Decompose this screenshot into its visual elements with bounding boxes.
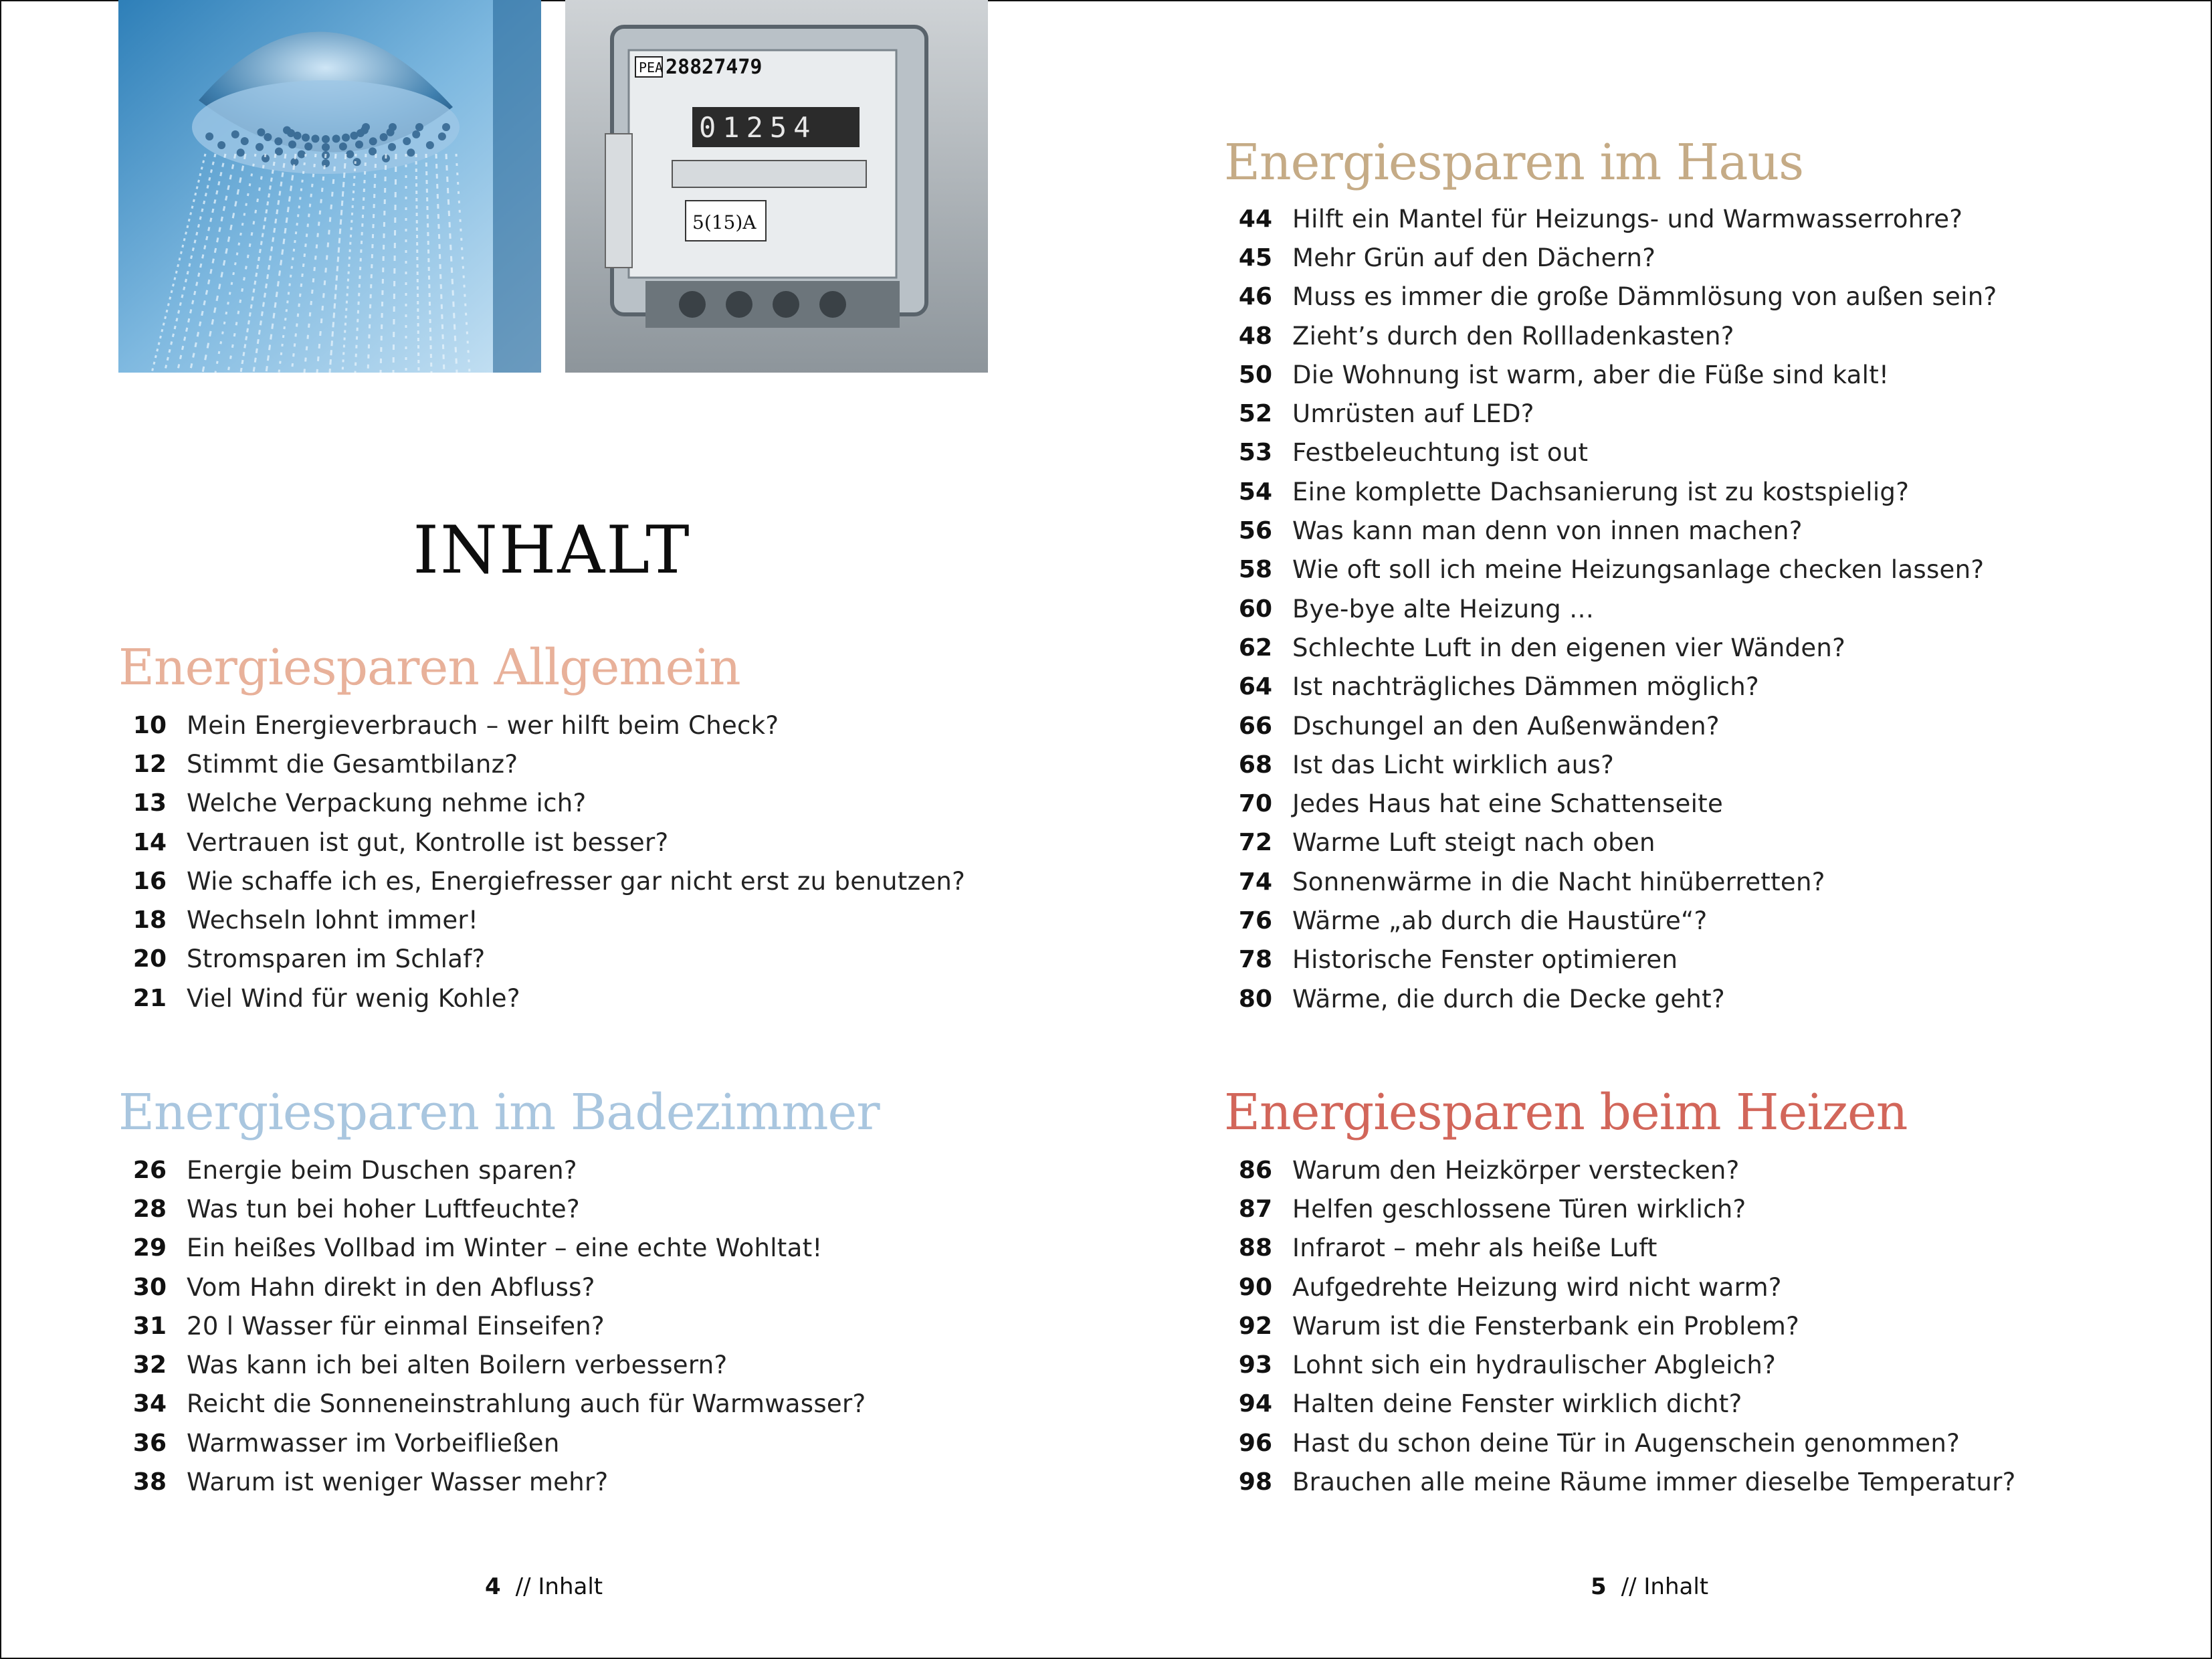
toc-page-number: 70 bbox=[1238, 790, 1272, 818]
toc-page-number: 38 bbox=[132, 1468, 167, 1496]
toc-entry-title: Was kann ich bei alten Boilern verbessern? bbox=[187, 1351, 728, 1380]
toc-entry-title: Viel Wind für wenig Kohle? bbox=[187, 983, 520, 1013]
toc-page-number: 72 bbox=[1238, 829, 1272, 857]
meter-rating: 5(15)A bbox=[692, 211, 757, 233]
toc-page-number: 64 bbox=[1238, 673, 1272, 701]
toc-page-number: 54 bbox=[1238, 478, 1272, 506]
toc-entry[interactable] bbox=[1224, 668, 1997, 706]
toc-page-number: 16 bbox=[132, 867, 167, 895]
toc-entry[interactable] bbox=[1224, 1229, 2016, 1268]
toc-entry[interactable] bbox=[1224, 238, 1997, 277]
toc-entry[interactable] bbox=[1224, 979, 1997, 1018]
toc-entry-title: Warum den Heizkörper verstecken? bbox=[1292, 1155, 1740, 1185]
toc-entry-title: Schlechte Luft in den eigenen vier Wänden? bbox=[1292, 633, 1846, 662]
toc-page-number: 96 bbox=[1238, 1429, 1272, 1457]
toc-page-number: 53 bbox=[1238, 439, 1272, 467]
toc-page-number: 31 bbox=[132, 1312, 167, 1340]
toc-page-number: 28 bbox=[132, 1195, 167, 1223]
meter-serial: 28827479 bbox=[666, 56, 763, 79]
toc-page-number: 92 bbox=[1238, 1312, 1272, 1340]
toc-entry[interactable] bbox=[118, 1345, 880, 1384]
toc-entry-title: Energie beim Duschen sparen? bbox=[187, 1155, 577, 1185]
toc-page-number: 94 bbox=[1238, 1390, 1272, 1418]
toc-entry-title: Zieht’s durch den Rollladenkasten? bbox=[1292, 321, 1734, 351]
toc-entry-title: Wie schaffe ich es, Energiefresser gar nicht erst zu benutzen? bbox=[187, 866, 966, 896]
toc-page-number: 98 bbox=[1238, 1468, 1272, 1496]
toc-page-number: 50 bbox=[1238, 361, 1272, 389]
toc-page-number: 34 bbox=[132, 1390, 167, 1418]
toc-entry[interactable] bbox=[1224, 551, 1997, 589]
electricity-meter-photo bbox=[565, 0, 988, 373]
toc-entry[interactable] bbox=[118, 706, 965, 745]
toc-page-number: 20 bbox=[132, 945, 167, 973]
toc-page-number: 10 bbox=[132, 711, 167, 739]
toc-page-number: 52 bbox=[1238, 400, 1272, 428]
toc-entry-title: Wie oft soll ich meine Heizungsanlage checken lassen? bbox=[1292, 555, 1985, 585]
toc-page-number: 26 bbox=[132, 1156, 167, 1184]
toc-page-number: 32 bbox=[132, 1351, 167, 1379]
toc-entry-title: Hilft ein Mantel für Heizungs- und Warmwasserrohre? bbox=[1292, 204, 1963, 233]
toc-entry[interactable] bbox=[1224, 784, 1997, 823]
section-title-haus: Energiesparen im Haus bbox=[1224, 134, 1804, 191]
toc-entry-title: Warme Luft steigt nach oben bbox=[1292, 828, 1655, 858]
toc-entry[interactable] bbox=[118, 1385, 880, 1424]
toc-page-number: 45 bbox=[1238, 243, 1272, 272]
toc-entry-title: Ist das Licht wirklich aus? bbox=[1292, 750, 1615, 779]
toc-entry[interactable] bbox=[118, 979, 965, 1017]
toc-page-number: 88 bbox=[1238, 1234, 1272, 1262]
section-title-heizen: Energiesparen beim Heizen bbox=[1224, 1084, 1908, 1141]
toc-entry[interactable] bbox=[1224, 433, 1997, 472]
toc-entry-title: Hast du schon deine Tür in Augenschein genommen? bbox=[1292, 1428, 1960, 1458]
toc-entry[interactable] bbox=[1224, 1345, 2016, 1384]
toc-entry-title: Lohnt sich ein hydraulischer Abgleich? bbox=[1292, 1351, 1777, 1380]
footer-left bbox=[485, 1573, 603, 1600]
toc-entry-title: Bye-bye alte Heizung … bbox=[1292, 594, 1595, 623]
toc-entry[interactable] bbox=[118, 862, 965, 900]
toc-page-number: 74 bbox=[1238, 868, 1272, 896]
toc-page-number: 13 bbox=[132, 789, 167, 817]
shower-head-icon bbox=[118, 0, 541, 373]
toc-entry[interactable] bbox=[1224, 199, 1997, 238]
toc-entry[interactable] bbox=[1224, 394, 1997, 433]
footer-label: // Inhalt bbox=[1621, 1573, 1709, 1600]
shower-head-photo bbox=[118, 0, 541, 373]
footer-label: // Inhalt bbox=[515, 1573, 603, 1600]
section-badezimmer bbox=[118, 1084, 880, 1502]
toc-entry-title: Ist nachträgliches Dämmen möglich? bbox=[1292, 672, 1759, 702]
toc-entry[interactable] bbox=[1224, 1385, 2016, 1424]
toc-entry-title: Helfen geschlossene Türen wirklich? bbox=[1292, 1194, 1746, 1224]
toc-entry[interactable] bbox=[1224, 823, 1997, 862]
toc-entry[interactable] bbox=[1224, 1424, 2016, 1462]
toc-page-number: 21 bbox=[132, 984, 167, 1012]
toc-entry-title: Reicht die Sonneneinstrahlung auch für Warmwasser? bbox=[187, 1389, 866, 1419]
toc-list-haus bbox=[1224, 199, 1997, 1018]
toc-entry[interactable] bbox=[1224, 355, 1997, 394]
toc-page-number: 46 bbox=[1238, 283, 1272, 311]
footer-page-number: 5 bbox=[1591, 1573, 1607, 1600]
meter-prefix: PEA bbox=[639, 60, 664, 76]
toc-entry-title: Warum ist weniger Wasser mehr? bbox=[187, 1468, 609, 1497]
toc-list-badezimmer bbox=[118, 1151, 880, 1502]
toc-entry[interactable] bbox=[1224, 1462, 2016, 1501]
toc-entry-title: Wärme „ab durch die Haustüre“? bbox=[1292, 906, 1708, 935]
toc-page-number: 36 bbox=[132, 1429, 167, 1457]
toc-page-number: 76 bbox=[1238, 906, 1272, 935]
toc-entry[interactable] bbox=[1224, 901, 1997, 940]
toc-entry[interactable] bbox=[118, 1189, 880, 1228]
toc-entry-title: Was kann man denn von innen machen? bbox=[1292, 516, 1803, 546]
toc-entry-title: Wärme, die durch die Decke geht? bbox=[1292, 984, 1725, 1013]
toc-entry[interactable] bbox=[118, 784, 965, 823]
toc-entry-title: Wechseln lohnt immer! bbox=[187, 906, 479, 935]
toc-entry-title: Sonnenwärme in die Nacht hinüberretten? bbox=[1292, 867, 1825, 896]
toc-entry[interactable] bbox=[118, 1229, 880, 1268]
toc-page-number: 78 bbox=[1238, 946, 1272, 974]
toc-entry[interactable] bbox=[118, 745, 965, 783]
toc-entry[interactable] bbox=[118, 1462, 880, 1501]
toc-page-number: 87 bbox=[1238, 1195, 1272, 1223]
toc-page-number: 58 bbox=[1238, 556, 1272, 584]
toc-entry-title: Stromsparen im Schlaf? bbox=[187, 945, 486, 974]
toc-entry[interactable] bbox=[1224, 745, 1997, 784]
toc-entry-title: Dschungel an den Außenwänden? bbox=[1292, 711, 1720, 741]
toc-entry-title: Vertrauen ist gut, Kontrolle ist besser? bbox=[187, 827, 669, 857]
toc-page-number: 60 bbox=[1238, 595, 1272, 623]
toc-entry-title: Halten deine Fenster wirklich dicht? bbox=[1292, 1389, 1742, 1419]
toc-entry-title: Welche Verpackung nehme ich? bbox=[187, 789, 587, 818]
toc-entry[interactable] bbox=[1224, 1151, 2016, 1189]
toc-entry-title: Warmwasser im Vorbeifließen bbox=[187, 1428, 560, 1458]
toc-page-number: 12 bbox=[132, 750, 167, 778]
toc-entry[interactable] bbox=[118, 1306, 880, 1345]
toc-page-number: 48 bbox=[1238, 322, 1272, 350]
toc-entry-title: Brauchen alle meine Räume immer dieselbe Temperatur? bbox=[1292, 1468, 2016, 1497]
toc-entry[interactable] bbox=[1224, 1189, 2016, 1228]
toc-page-number: 86 bbox=[1238, 1156, 1272, 1184]
section-allgemein bbox=[118, 639, 965, 1017]
toc-list-allgemein bbox=[118, 706, 965, 1017]
toc-entry[interactable] bbox=[1224, 511, 1997, 550]
toc-entry-title: Ein heißes Vollbad im Winter – eine echte Wohltat! bbox=[187, 1234, 823, 1263]
toc-entry-title: Warum ist die Fensterbank ein Problem? bbox=[1292, 1311, 1800, 1341]
section-title-badezimmer: Energiesparen im Badezimmer bbox=[118, 1084, 880, 1141]
toc-entry[interactable] bbox=[118, 1268, 880, 1306]
toc-page-number: 44 bbox=[1238, 205, 1272, 233]
toc-entry-title: Mehr Grün auf den Dächern? bbox=[1292, 243, 1656, 272]
toc-entry-title: Mein Energieverbrauch – wer hilft beim Check? bbox=[187, 710, 779, 740]
toc-entry-title: Infrarot – mehr als heiße Luft bbox=[1292, 1234, 1657, 1263]
section-haus bbox=[1224, 134, 1997, 1018]
toc-entry-title: Vom Hahn direkt in den Abfluss? bbox=[187, 1272, 595, 1302]
toc-entry[interactable] bbox=[1224, 316, 1997, 355]
toc-entry[interactable] bbox=[1224, 1268, 2016, 1306]
page-title: INHALT bbox=[413, 512, 691, 589]
toc-entry-title: Aufgedrehte Heizung wird nicht warm? bbox=[1292, 1272, 1782, 1302]
toc-entry-title: Muss es immer die große Dämmlösung von außen sein? bbox=[1292, 282, 1997, 312]
toc-entry-title: Was tun bei hoher Luftfeuchte? bbox=[187, 1194, 580, 1224]
toc-entry[interactable] bbox=[1224, 1306, 2016, 1345]
toc-entry-title: Eine komplette Dachsanierung ist zu kostspielig? bbox=[1292, 477, 1910, 506]
toc-page-number: 14 bbox=[132, 828, 167, 856]
toc-entry[interactable] bbox=[118, 940, 965, 979]
toc-entry-title: Stimmt die Gesamtbilanz? bbox=[187, 749, 518, 779]
toc-page-number: 93 bbox=[1238, 1351, 1272, 1379]
toc-entry[interactable] bbox=[1224, 862, 1997, 901]
toc-page-number: 62 bbox=[1238, 633, 1272, 662]
toc-entry[interactable] bbox=[118, 1424, 880, 1462]
toc-entry-title: Jedes Haus hat eine Schattenseite bbox=[1292, 789, 1724, 819]
footer-page-number: 4 bbox=[485, 1573, 501, 1600]
section-heizen bbox=[1224, 1084, 2016, 1502]
toc-entry-title: Festbeleuchtung ist out bbox=[1292, 438, 1589, 468]
toc-page-number: 56 bbox=[1238, 517, 1272, 545]
toc-entry-title: Die Wohnung ist warm, aber die Füße sind kalt! bbox=[1292, 360, 1890, 389]
toc-page-number: 30 bbox=[132, 1273, 167, 1301]
toc-entry-title: Umrüsten auf LED? bbox=[1292, 399, 1534, 429]
toc-entry[interactable] bbox=[1224, 706, 1997, 745]
toc-entry[interactable] bbox=[1224, 628, 1997, 667]
toc-entry-title: 20 l Wasser für einmal Einseifen? bbox=[187, 1311, 605, 1341]
toc-entry[interactable] bbox=[118, 900, 965, 939]
toc-entry[interactable] bbox=[1224, 472, 1997, 511]
toc-entry-title: Historische Fenster optimieren bbox=[1292, 945, 1678, 975]
toc-entry[interactable] bbox=[118, 823, 965, 862]
toc-entry[interactable] bbox=[1224, 589, 1997, 628]
toc-page-number: 68 bbox=[1238, 751, 1272, 779]
toc-entry[interactable] bbox=[1224, 278, 1997, 316]
footer-right bbox=[1591, 1573, 1708, 1600]
toc-page-number: 80 bbox=[1238, 985, 1272, 1013]
section-title-allgemein: Energiesparen Allgemein bbox=[118, 639, 740, 696]
toc-page-number: 66 bbox=[1238, 712, 1272, 740]
meter-digits: 01254 bbox=[699, 111, 817, 144]
toc-entry[interactable] bbox=[118, 1151, 880, 1189]
electricity-meter-icon bbox=[565, 0, 988, 373]
toc-page-number: 29 bbox=[132, 1234, 167, 1262]
toc-entry[interactable] bbox=[1224, 941, 1997, 979]
toc-page-number: 18 bbox=[132, 906, 167, 935]
toc-list-heizen bbox=[1224, 1151, 2016, 1502]
toc-page-number: 90 bbox=[1238, 1273, 1272, 1301]
